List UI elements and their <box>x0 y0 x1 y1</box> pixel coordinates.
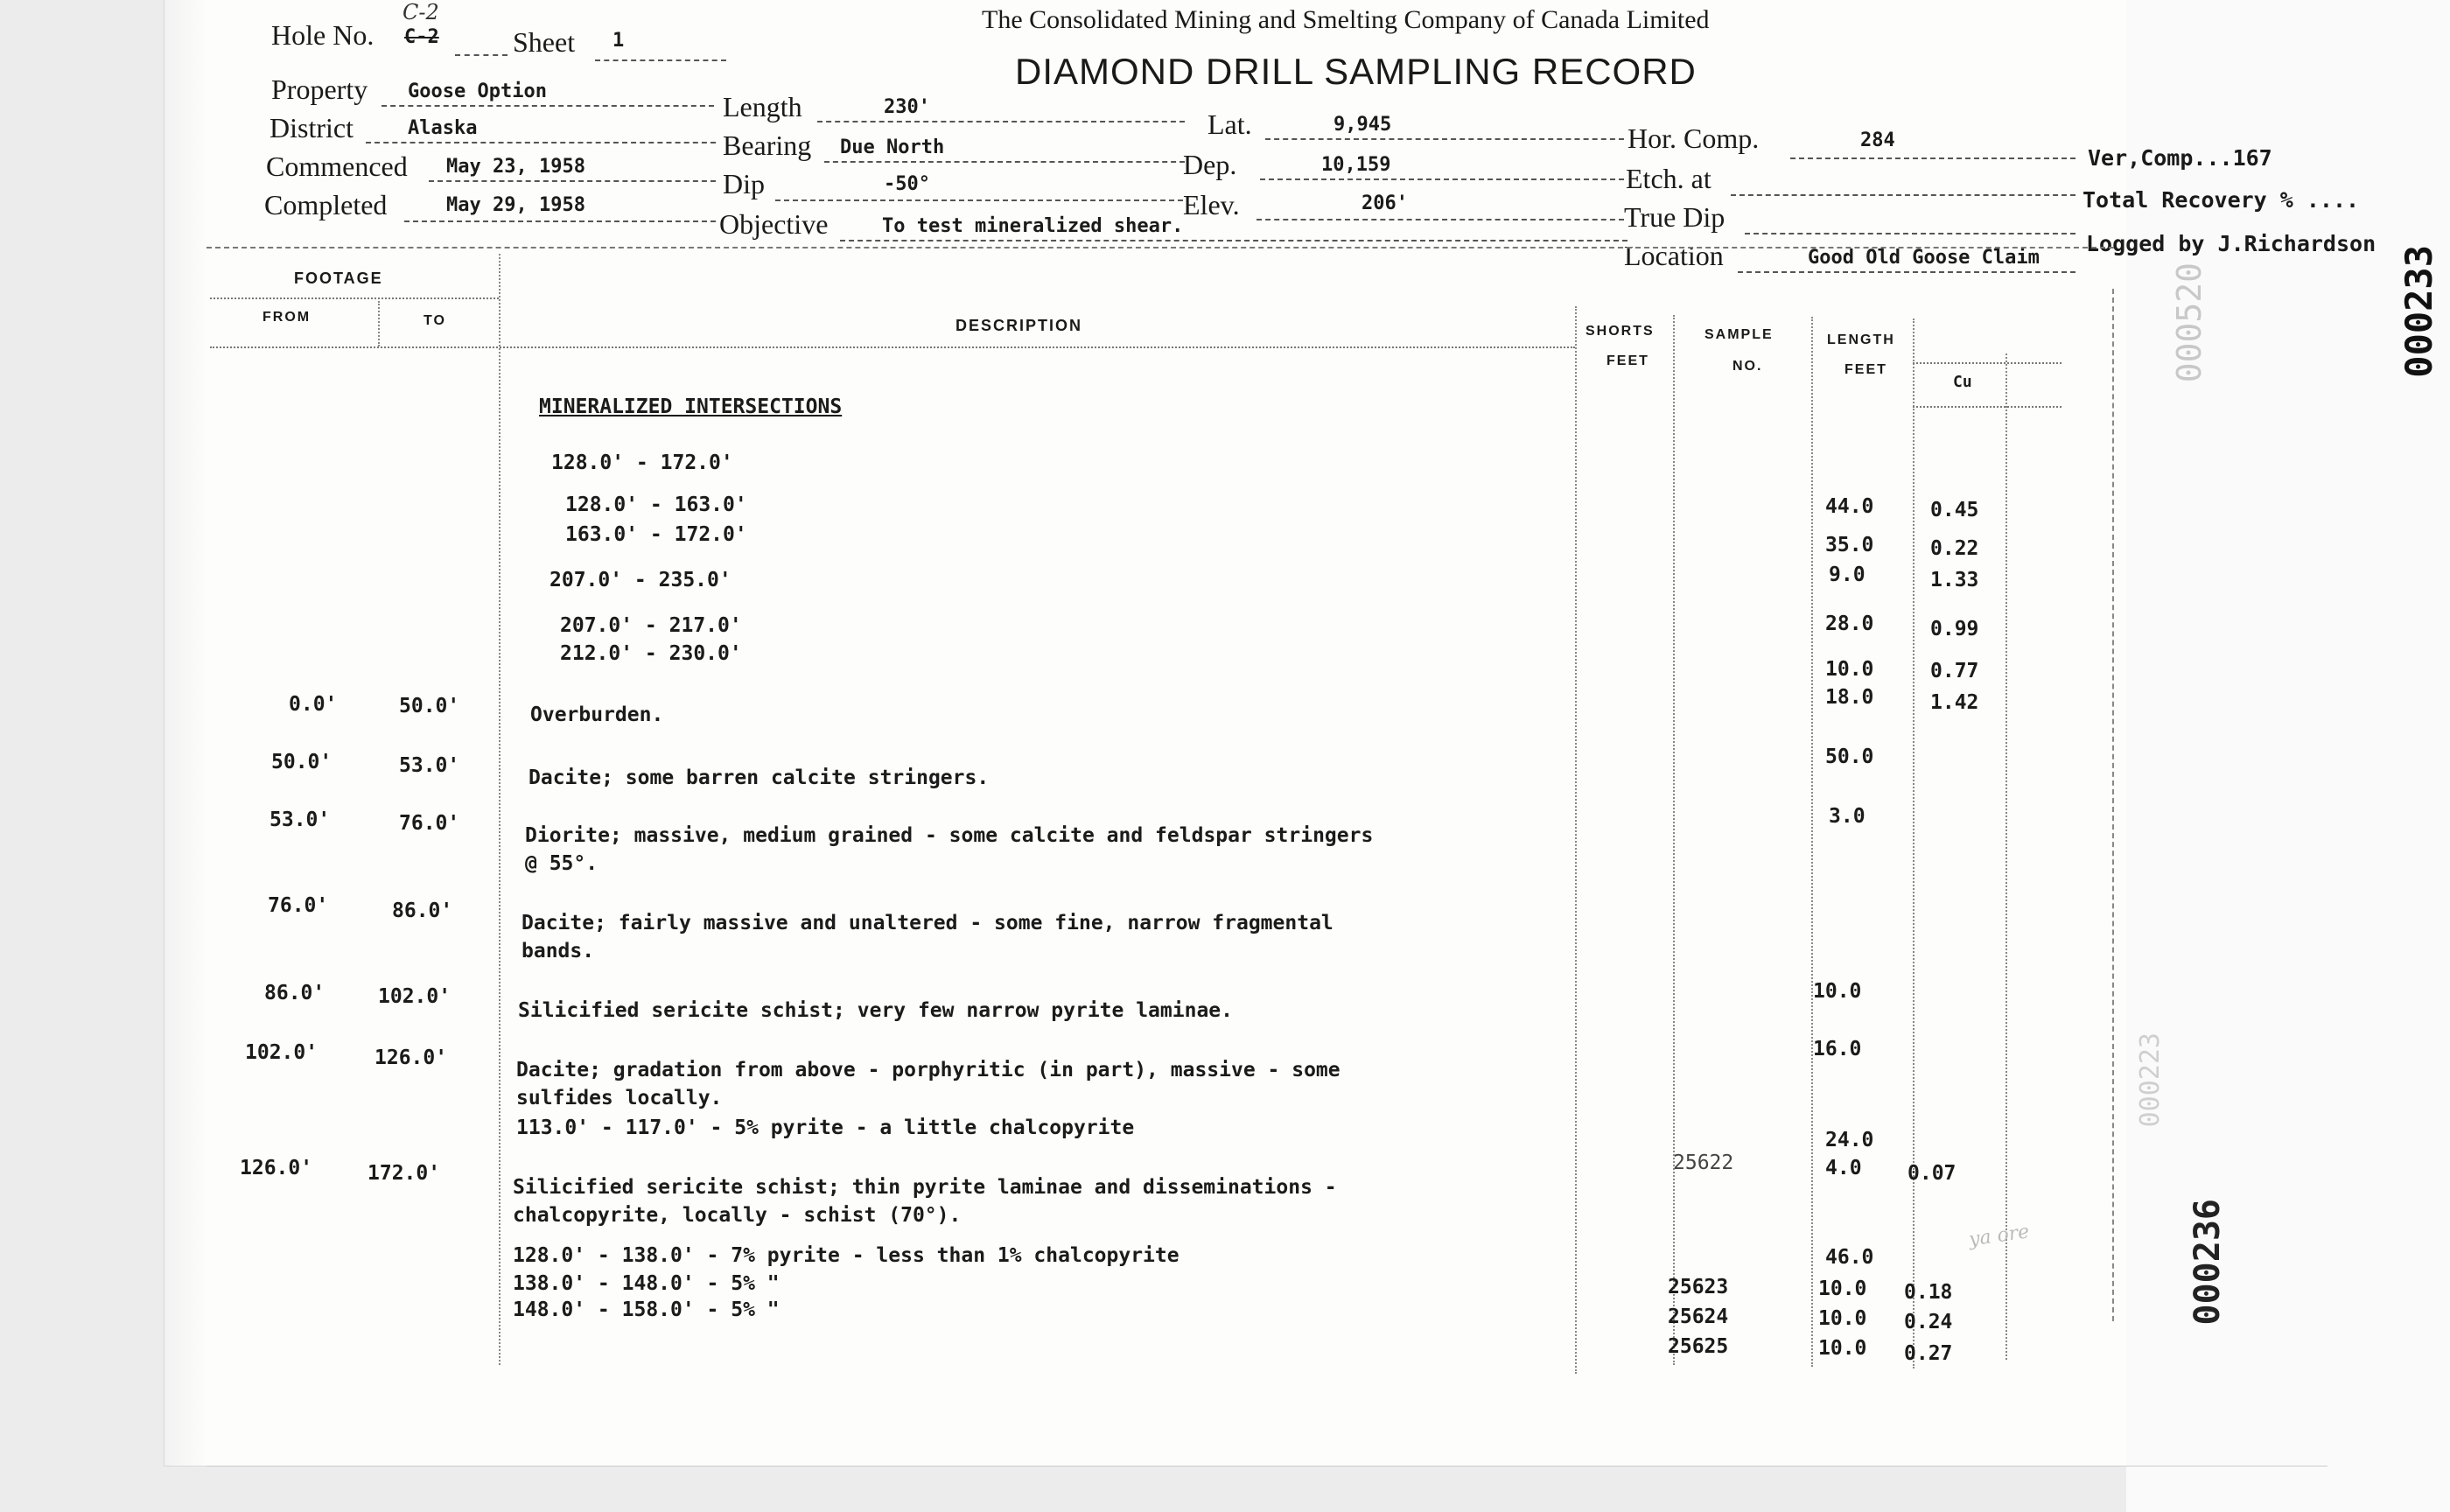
lat-label: Lat. <box>1208 108 1252 140</box>
sample-number: 25622 <box>1673 1152 1734 1174</box>
total-recovery-note: Total Recovery % .... <box>2082 187 2360 213</box>
log-from: 102.0' <box>245 1041 318 1064</box>
dip-value: -50° <box>884 173 930 195</box>
log-description: 138.0' - 148.0' - 5% " <box>513 1272 780 1295</box>
commenced-label: Commenced <box>266 150 408 182</box>
log-description: 148.0' - 158.0' - 5% " <box>513 1298 780 1321</box>
sample-number: 25623 <box>1668 1276 1729 1298</box>
log-description: @ 55°. <box>525 852 598 875</box>
hole-annotation: C-2 <box>402 0 439 24</box>
dep-value: 10,159 <box>1321 154 1391 176</box>
cu-header-line-2 <box>1913 406 2062 408</box>
log-description: Silicified sericite schist; thin pyrite laminae and disseminations - <box>513 1176 1337 1199</box>
objective-dots <box>840 240 1628 242</box>
faint-note: ya ore <box>1967 1221 2031 1251</box>
mineral-length: 18.0 <box>1825 686 1874 709</box>
location-dots <box>1738 271 2076 273</box>
log-to: 126.0' <box>374 1046 448 1069</box>
log-to: 102.0' <box>378 985 452 1008</box>
log-description: Dacite; some barren calcite stringers. <box>528 766 990 789</box>
horcomp-label: Hor. Comp. <box>1628 122 1760 154</box>
mineral-range: 163.0' - 172.0' <box>565 523 747 546</box>
log-description: sulfides locally. <box>516 1087 723 1110</box>
to-header: TO <box>424 313 446 328</box>
mineral-cu: 1.33 <box>1930 569 1979 592</box>
mineral-length: 35.0 <box>1825 534 1874 556</box>
sample-cu: 0.27 <box>1904 1342 1953 1365</box>
completed-dots <box>404 220 716 222</box>
stamp-number-faded: 000520 <box>2170 262 2208 383</box>
mineralized-heading: MINERALIZED INTERSECTIONS <box>539 396 843 418</box>
truedip-dots <box>1745 233 2076 234</box>
log-to: 172.0' <box>368 1162 441 1185</box>
stamp-number-bottom: 000236 <box>2188 1199 2228 1326</box>
right-margin <box>2126 0 2450 1512</box>
stamp-number-top: 000233 <box>2398 245 2440 378</box>
hole-dots <box>455 54 508 56</box>
sample-number: 25625 <box>1668 1335 1729 1358</box>
log-from: 76.0' <box>268 894 329 917</box>
mineral-length: 28.0 <box>1825 612 1874 635</box>
sheet-value: 1 <box>612 30 625 52</box>
sample-cu: 0.18 <box>1904 1281 1953 1304</box>
completed-value: May 29, 1958 <box>446 194 585 216</box>
length-cu-divider <box>1913 318 1914 1368</box>
log-from: 50.0' <box>271 751 332 774</box>
mineral-cu: 0.22 <box>1930 537 1979 560</box>
log-description: 128.0' - 138.0' - 7% pyrite - less than 1% chalcopyrite <box>513 1244 1180 1267</box>
mineral-cu: 0.99 <box>1930 618 1979 640</box>
truedip-label: True Dip <box>1624 201 1726 233</box>
district-dots <box>366 142 716 144</box>
district-label: District <box>270 112 354 144</box>
completed-label: Completed <box>264 189 388 220</box>
objective-label: Objective <box>719 208 829 240</box>
footage-header: FOOTAGE <box>294 270 383 287</box>
mineral-length: 9.0 <box>1829 564 1866 586</box>
etch-label: Etch. at <box>1626 163 1712 194</box>
log-description: Overburden. <box>530 704 664 726</box>
location-value: Good Old Goose Claim <box>1808 247 2040 269</box>
right-edge-divider <box>2112 289 2114 1321</box>
mineral-cu: 1.42 <box>1930 691 1979 714</box>
hole-value: C-2 <box>404 26 439 48</box>
objective-value: To test mineralized shear. <box>882 215 1184 237</box>
elev-label: Elev. <box>1183 189 1240 220</box>
dep-label: Dep. <box>1183 149 1237 180</box>
sample-cu: 0.07 <box>1908 1162 1956 1185</box>
log-length: 10.0 <box>1813 980 1862 1003</box>
sample-length: 4.0 <box>1825 1157 1862 1180</box>
elev-value: 206' <box>1362 192 1408 214</box>
horcomp-value: 284 <box>1860 130 1895 151</box>
length-label: Length <box>723 91 802 122</box>
shorts-header-1: SHORTS <box>1586 324 1655 339</box>
bearing-dots <box>824 161 1185 163</box>
page-title: DIAMOND DRILL SAMPLING RECORD <box>1015 51 1697 92</box>
from-to-divider <box>378 301 380 346</box>
sample-header-2: NO. <box>1732 359 1763 374</box>
shorts-header-2: FEET <box>1606 354 1649 368</box>
log-to: 53.0' <box>399 754 460 777</box>
sample-number: 25624 <box>1668 1306 1729 1328</box>
location-label: Location <box>1624 240 1724 271</box>
etch-dots <box>1731 194 2076 196</box>
mineral-range: 128.0' - 172.0' <box>551 452 733 474</box>
to-desc-divider <box>499 254 500 1365</box>
mineral-range: 212.0' - 230.0' <box>560 642 742 665</box>
log-from: 0.0' <box>289 693 338 716</box>
log-description: Diorite; massive, medium grained - some calcite and feldspar stringers <box>525 824 1374 847</box>
header-divider <box>206 247 2114 248</box>
log-to: 76.0' <box>399 812 460 835</box>
dip-dots <box>775 200 1183 201</box>
mineral-range: 128.0' - 163.0' <box>565 494 747 516</box>
log-from: 126.0' <box>240 1157 313 1180</box>
log-description: bands. <box>522 940 595 962</box>
sample-length: 10.0 <box>1818 1337 1867 1360</box>
company-name: The Consolidated Mining and Smelting Company of Canada Limited <box>982 5 1710 34</box>
sheet-label: Sheet <box>513 26 576 58</box>
sample-length: 10.0 <box>1818 1278 1867 1300</box>
stamp-number-faded-mid: 000223 <box>2135 1032 2166 1128</box>
cu-header-line <box>1913 362 2062 364</box>
horcomp-dots <box>1790 158 2076 159</box>
cu-header: Cu <box>1953 373 1972 391</box>
bearing-label: Bearing <box>723 130 812 161</box>
sample-length: 46.0 <box>1825 1246 1874 1269</box>
log-from: 53.0' <box>270 808 331 831</box>
from-header: FROM <box>262 310 312 325</box>
bearing-value: Due North <box>840 136 945 158</box>
commenced-dots <box>429 180 716 182</box>
log-to: 50.0' <box>399 695 460 718</box>
footage-underline <box>210 298 499 299</box>
lat-value: 9,945 <box>1334 114 1392 136</box>
log-description: 113.0' - 117.0' - 5% pyrite - a little chalcopyrite <box>516 1116 1135 1139</box>
cu-end-divider <box>2006 354 2007 1360</box>
property-dots <box>382 105 714 107</box>
sample-length: 10.0 <box>1818 1307 1867 1330</box>
mineral-length: 10.0 <box>1825 658 1874 681</box>
length-dots <box>817 121 1185 122</box>
description-header: DESCRIPTION <box>956 317 1083 334</box>
lat-dots <box>1265 138 1624 140</box>
vercomp-note: Ver,Comp...167 <box>2088 145 2272 171</box>
log-description: Dacite; gradation from above - porphyritic (in part), massive - some <box>516 1059 1340 1082</box>
logged-by-note: Logged by J.Richardson <box>2086 231 2376 256</box>
mineral-cu: 0.45 <box>1930 499 1979 522</box>
sheet-dots <box>595 60 726 61</box>
mineral-range: 207.0' - 217.0' <box>560 614 742 637</box>
property-label: Property <box>271 74 368 105</box>
hole-label: Hole No. <box>271 19 374 51</box>
commenced-value: May 23, 1958 <box>446 156 585 178</box>
dip-label: Dip <box>723 168 765 200</box>
mineral-cu: 0.77 <box>1930 660 1979 682</box>
subheader-line <box>210 346 1575 348</box>
length-value: 230' <box>884 96 930 118</box>
length-header-2: FEET <box>1844 362 1887 377</box>
log-length: 50.0 <box>1825 746 1874 768</box>
property-value: Goose Option <box>408 80 547 102</box>
log-to: 86.0' <box>392 900 453 922</box>
log-description: Dacite; fairly massive and unaltered - some fine, narrow fragmental <box>522 912 1334 934</box>
log-length: 24.0 <box>1825 1129 1874 1152</box>
log-length: 3.0 <box>1829 805 1866 828</box>
sample-length-divider <box>1811 317 1813 1367</box>
sample-cu: 0.24 <box>1904 1311 1953 1334</box>
log-from: 86.0' <box>264 982 326 1004</box>
log-description: Silicified sericite schist; very few narrow pyrite laminae. <box>518 999 1233 1022</box>
log-description: chalcopyrite, locally - schist (70°). <box>513 1204 962 1227</box>
log-length: 16.0 <box>1813 1038 1862 1060</box>
mineral-length: 44.0 <box>1825 495 1874 518</box>
desc-shorts-divider <box>1575 306 1577 1374</box>
sample-header-1: SAMPLE <box>1704 327 1774 342</box>
dep-dots <box>1260 178 1624 180</box>
district-value: Alaska <box>408 117 478 139</box>
length-header-1: LENGTH <box>1827 332 1895 347</box>
elev-dots <box>1256 219 1624 220</box>
sheet-shadow <box>164 0 208 1466</box>
shorts-sample-divider <box>1673 315 1675 1365</box>
mineral-range: 207.0' - 235.0' <box>550 569 732 592</box>
